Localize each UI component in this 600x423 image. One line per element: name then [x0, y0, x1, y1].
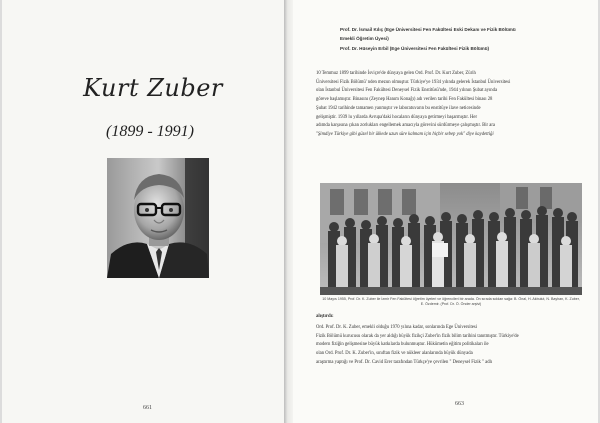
text-line: olan İstanbul Üniversitesi Fen Fakültesi Deneysel Fizik Enstitüsü'nde, 1944 yılının Şubat ayında: [316, 88, 498, 94]
life-years: (1899 - 1991): [106, 123, 194, 140]
second-paragraph: [316, 324, 586, 368]
text-line: Fizik Bölümü kurucusu olarak da yer aldığı büyük fizikçi Zuber'in fizik bilim tarihini tanıtmıştır. Türkiye'de: [316, 333, 519, 339]
page-number-right: 663: [455, 401, 464, 407]
group-photo: [320, 183, 582, 295]
text-line: Şubat 1942 tarihinde tamamen yanmıştır ve laboratuvarın bu enstitüye ilave neticesinde: [316, 105, 481, 111]
author-line-2: Emekli Öğretim Üyesi): [340, 36, 389, 41]
intro-paragraph: [316, 70, 586, 140]
text-line: göreve başlamıştır. Binasını (Zeynep Hanım Konağı) adı verilen tarihi Fen Fakültesi binası 28: [316, 97, 493, 103]
author-line-1: Prof. Dr. İsmail Kılıç (Ege Üniversitesi Fen Fakültesi Eski Dekanı ve Fizik Bölümü: [340, 27, 516, 32]
text-line: gelişmiştir. 1939 lu yıllarda Avrupa'daki hocaların dünyaya getirmeyi başarmıştır. Her: [316, 114, 478, 120]
text-line: olan Ord. Prof. Dr. K. Zuber'in, sınıftan fizik ve nükleer alanlarında büyük dünyada: [316, 351, 473, 357]
text-line: modern fiziğin gelişmesine büyük katkılarda bulunmuştur. Hükümetin eğitim politikaları ile: [316, 342, 489, 348]
text-line: adımda karşısına çıkan zorlukları engellemek amacıyla görevini sürdürmeye çalışmıştır. Bir ara: [316, 123, 495, 129]
section-label: alıştırdı:: [316, 314, 334, 319]
page-number-left: 661: [143, 405, 152, 411]
book-gutter: [284, 0, 293, 423]
page-title: Kurt Zuber: [83, 74, 223, 102]
text-line: Ord. Prof. Dr. K. Zuber, emekli olduğu 1970 yılına kadar, sonlarında Ege Üniversitesi: [316, 325, 478, 330]
text-line: araştırma yaptığı ve Prof. Dr. Cavid Erer tarafından Türkçe'ye çevrilen " Deneysel Fizik " adlı: [316, 359, 493, 365]
text-line: 10 Temmuz 1899 tarihinde İsviçre'de dünyaya gelen Ord. Prof. Dr. Kurt Zuber, Zürih: [316, 71, 476, 76]
author-line-3: Prof. Dr. Hüseyin Erbil (Ege Üniversitesi Fen Fakültesi Fizik Bölümü): [340, 46, 490, 51]
portrait-photo: [107, 158, 209, 278]
text-line: "Şimdiye Türkiye gibi güzel bir ülkede uzun süre kalmam için hiçbir sebep yok" diye kaydettiği: [316, 131, 494, 137]
text-line: Üniversitesi Fizik Bölümü' nden mezun olmuştur. Türkiye'ye 1934 yılında gelerek İstanbul Üniversitesi: [316, 79, 511, 85]
photo-caption: 10 Mayıs 1955, Prof. Dr. K. Zuber ile İzmir Fen Fakültesi öğretim üyeleri ve öğrencileri bir arada. Ön sırada soldan sağa: B. Önal, H. Akbulut, N. Bayhan, K. Zuber, E. Özdemir. (Prof. Dr. Ö. Önder arşivi): [322, 297, 580, 306]
